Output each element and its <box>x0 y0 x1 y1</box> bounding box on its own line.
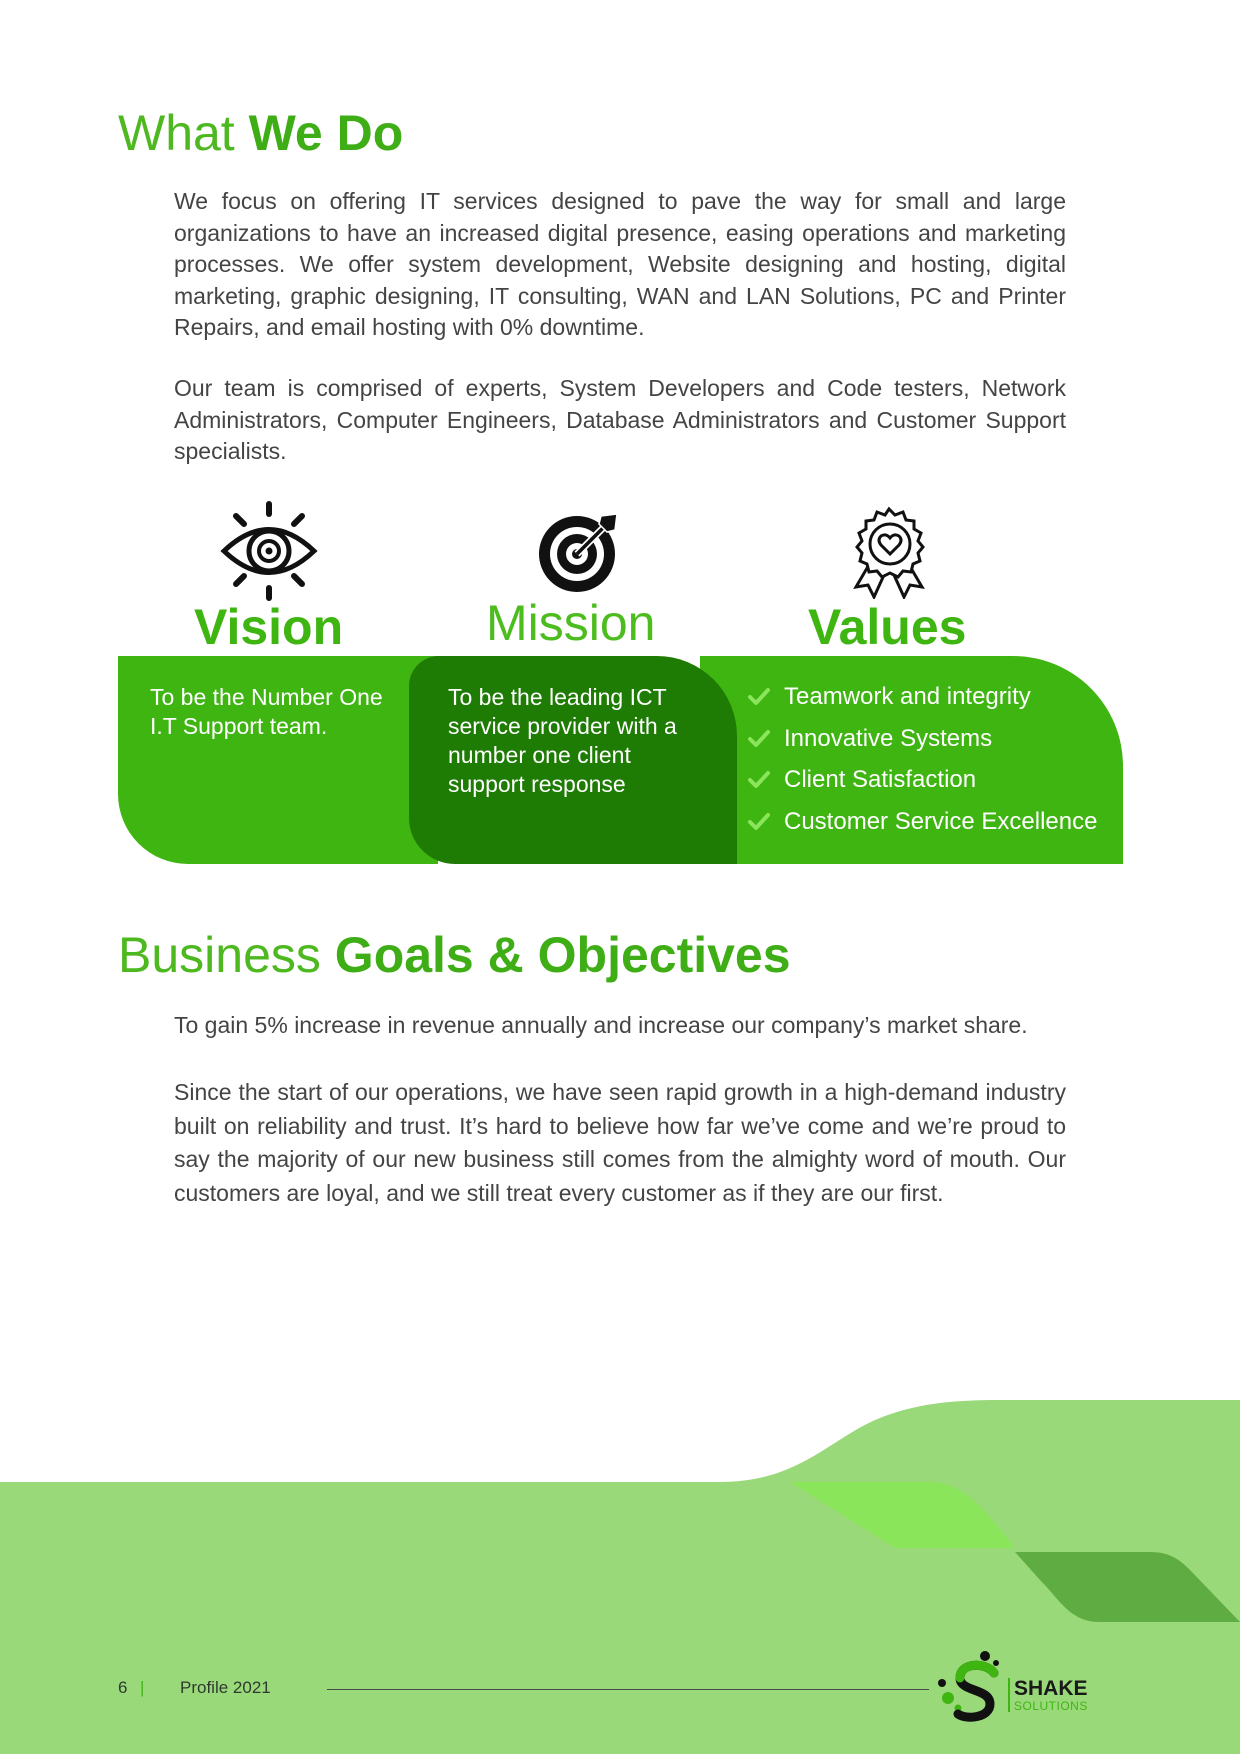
check-icon <box>748 812 770 832</box>
list-item <box>748 676 1097 718</box>
footer-separator: | <box>140 1678 145 1697</box>
value-item-label: Innovative Systems <box>784 724 993 752</box>
value-item-label: Customer Service Excellence <box>784 807 1098 835</box>
value-item-label: Client Satisfaction <box>784 766 977 793</box>
vision-title: Vision <box>194 599 344 655</box>
goals-paragraph-2: Since the start of our operations, we have seen rapid growth in a high-demand industry built on reliability and trust. It’s hard to believe how far we’ve come and we’re proud to say the majority of our new business still comes from the almighty word of mouth. Our customers are loyal, and we still treat every customer as if they are our first. <box>174 1079 1066 1206</box>
heading-bold-part: We Do <box>248 105 404 161</box>
check-icon <box>748 770 770 790</box>
values-title: Values <box>808 599 967 655</box>
logo-mark-icon <box>936 1648 1006 1724</box>
shake-solutions-logo <box>936 1648 1096 1724</box>
list-item <box>748 759 1097 801</box>
document-label: Profile 2021 <box>180 1678 271 1697</box>
page-number: 6 <box>118 1678 128 1697</box>
list-item <box>748 718 1097 760</box>
logo-subtitle: SOLUTIONS <box>1014 1699 1088 1713</box>
heading-bold-part: Goals & Objectives <box>334 927 791 983</box>
values-list <box>748 676 1097 842</box>
target-icon <box>537 510 621 594</box>
heading-light-part: What <box>118 105 235 161</box>
what-we-do-paragraph-2: Our team is comprised of experts, System Developers and Code testers, Network Administrators, Computer Engineers, Database Administrators and Customer Support specialists. <box>174 375 1066 464</box>
check-icon <box>748 729 770 749</box>
list-item <box>748 801 1097 843</box>
business-goals-heading <box>118 927 791 983</box>
value-item-label: Teamwork and integrity <box>784 683 1031 710</box>
what-we-do-heading <box>118 105 404 161</box>
eye-icon <box>218 500 320 602</box>
logo-name: SHAKE <box>1014 1677 1088 1700</box>
goals-paragraph-1: To gain 5% increase in revenue annually and increase our company’s market share. <box>174 1012 1028 1038</box>
what-we-do-paragraph-1: We focus on offering IT services designed to pave the way for small and large organizations to have an increased digital presence, easing operations and marketing processes. We offer system development, Website designing and hosting, digital marketing, graphic designing, IT consulting, WAN and LAN Solutions, PC and Printer Repairs, and email hosting with 0% downtime. <box>174 188 1066 340</box>
check-icon <box>748 687 770 707</box>
mission-text: To be the leading ICT service provider with a number one client support response <box>448 684 677 797</box>
mission-title: Mission <box>486 595 656 651</box>
footer-divider <box>327 1689 929 1690</box>
award-badge-icon <box>842 505 936 599</box>
logo-divider <box>1008 1678 1010 1712</box>
heading-light-part: Business <box>118 927 321 983</box>
vision-text: To be the Number One I.T Support team. <box>150 684 383 739</box>
